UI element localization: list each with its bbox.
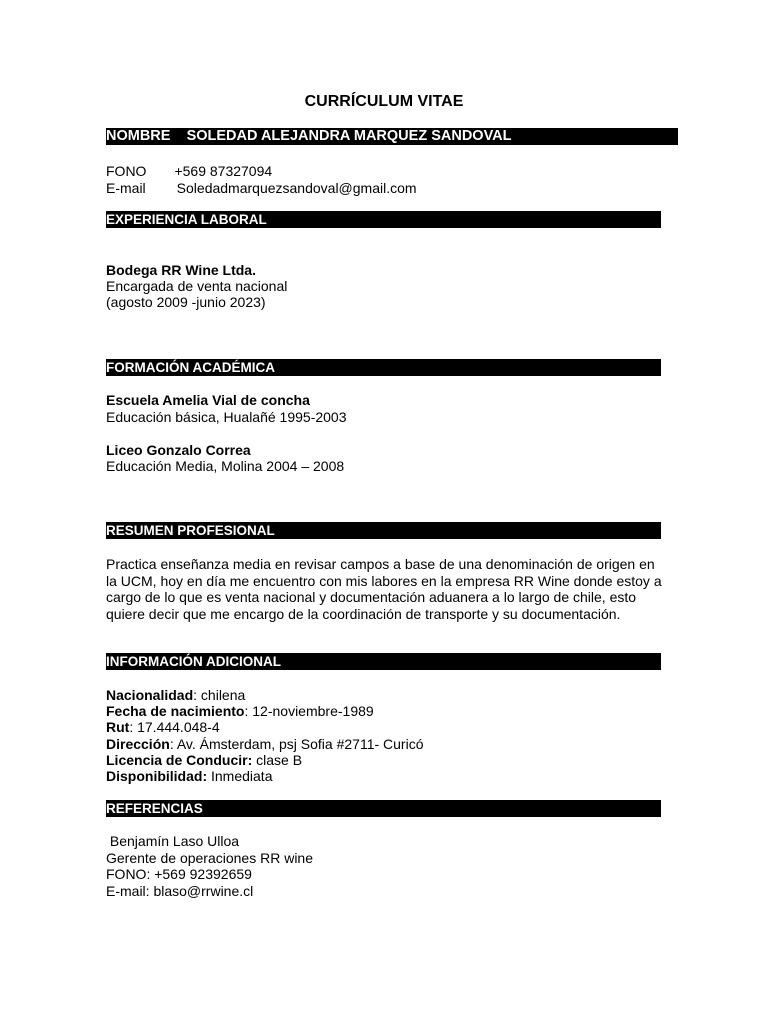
info-value: Av. Ámsterdam, psj Sofia #2711- Curicó [176, 736, 424, 752]
school-name: Liceo Gonzalo Correa [106, 442, 251, 458]
phone-value: +569 87327094 [174, 163, 273, 179]
reference-email: E-mail: blaso@rrwine.cl [106, 883, 254, 899]
info-value: Inmediata [211, 768, 273, 784]
info-item: Fecha de nacimiento: 12-noviembre-1989 [106, 703, 374, 719]
phone-label: FONO [106, 163, 147, 179]
email-label: E-mail [106, 180, 146, 196]
info-item: Rut: 17.444.048-4 [106, 719, 220, 735]
info-label: Disponibilidad: [106, 768, 208, 784]
summary-line: quiere decir que me encargo de la coordinación de transporte y su documentación. [106, 606, 621, 622]
reference-line: Benjamín Laso Ulloa [106, 833, 240, 849]
section-heading-summary: RESUMEN PROFESIONAL [106, 522, 661, 539]
info-value: 17.444.048-4 [137, 719, 220, 735]
info-label: Fecha de nacimiento [106, 703, 245, 719]
name-label: NOMBRE [106, 128, 171, 144]
company-name: Bodega RR Wine Ltda. [106, 262, 256, 278]
full-name: SOLEDAD ALEJANDRA MARQUEZ SANDOVAL [186, 128, 512, 144]
info-label: Rut [106, 719, 130, 735]
info-item [106, 768, 272, 784]
section-heading-education: FORMACIÓN ACADÉMICA [106, 359, 661, 376]
info-label: Dirección [106, 736, 170, 752]
reference-line: FONO: +569 92392659 [106, 866, 252, 882]
info-value: 12-noviembre-1989 [252, 703, 374, 719]
email-line [106, 180, 417, 196]
job-role: Encargada de venta nacional [106, 278, 288, 294]
phone-line [106, 163, 272, 179]
info-label: Licencia de Conducir: [106, 752, 253, 768]
section-heading-references: REFERENCIAS [106, 800, 661, 817]
document-title: CURRÍCULUM VITAE [304, 93, 464, 110]
info-item [106, 752, 302, 768]
name-bar [106, 128, 678, 145]
reference-line: Gerente de operaciones RR wine [106, 850, 314, 866]
summary-line: la UCM, hoy en día me encuentro con mis labores en la empresa RR Wine donde estoy a [106, 573, 662, 589]
school-detail: Educación Media, Molina 2004 – 2008 [106, 458, 345, 474]
info-value: clase B [256, 752, 303, 768]
school-detail: Educación básica, Hualañé 1995-2003 [106, 409, 347, 425]
section-heading-additional: INFORMACIÓN ADICIONAL [106, 653, 661, 670]
job-period: (agosto 2009 -junio 2023) [106, 294, 266, 310]
summary-line: Practica enseñanza media en revisar campos a base de una denominación de origen en [106, 556, 655, 572]
school-name: Escuela Amelia Vial de concha [106, 392, 310, 408]
info-item: Dirección: Av. Ámsterdam, psj Sofia #2711- Curicó [106, 736, 424, 752]
info-item: Nacionalidad: chilena [106, 687, 246, 703]
summary-line: cargo de lo que es venta nacional y documentación aduanera a lo largo de chile, esto [106, 589, 637, 605]
info-label: Nacionalidad [106, 687, 194, 703]
info-value: chilena [200, 687, 246, 703]
section-heading-experience: EXPERIENCIA LABORAL [106, 211, 661, 228]
email-value: Soledadmarquezsandoval@gmail.com [176, 180, 417, 196]
